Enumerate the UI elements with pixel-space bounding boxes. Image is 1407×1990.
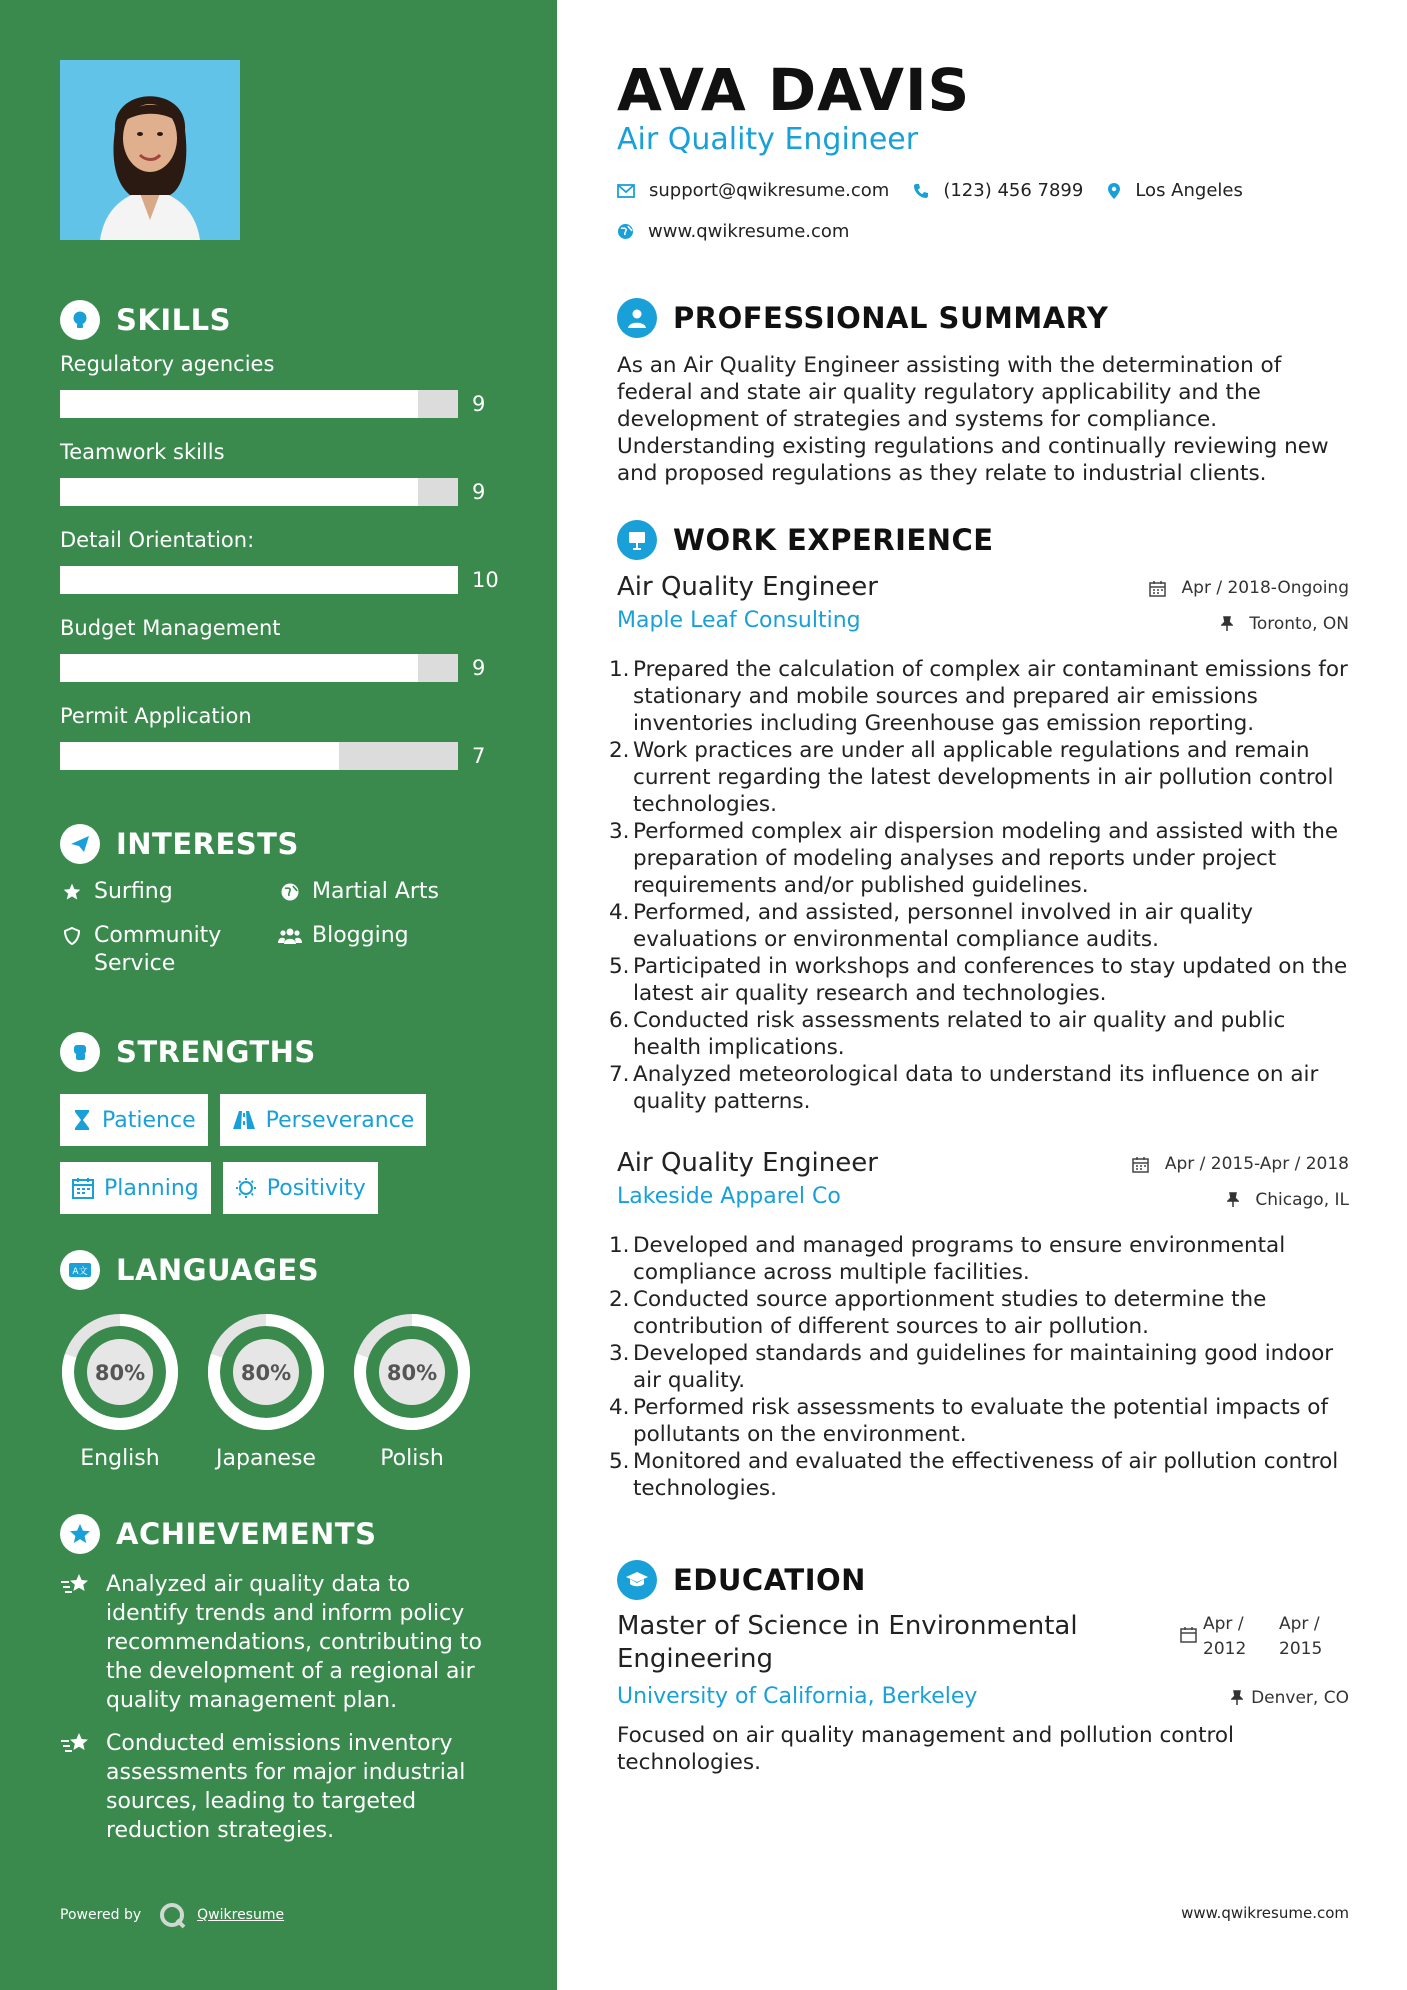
user-icon — [617, 298, 657, 338]
achievement-text: Analyzed air quality data to identify trends and inform policy recommendations, contributing to the development of a regional air quality management plan. — [106, 1572, 482, 1713]
skill-bar-fill — [60, 654, 418, 682]
envelope-icon — [617, 184, 635, 198]
job-bullet-number: 2. — [609, 738, 630, 763]
sidebar — [0, 0, 557, 1990]
languages-heading: A文 LANGUAGES — [60, 1248, 500, 1292]
contact-row — [617, 180, 1267, 201]
job-title: Air Quality Engineer — [617, 1148, 878, 1178]
road-icon — [232, 1110, 256, 1130]
job-bullet-number: 7. — [609, 1062, 630, 1087]
education-location: Denver, CO — [1231, 1688, 1349, 1708]
job-bullet-text: Conducted risk assessments related to air quality and public health implications. — [633, 1008, 1286, 1060]
skill-name: Regulatory agencies — [60, 352, 275, 376]
shooting-star-icon — [60, 1570, 94, 1602]
pushpin-icon — [1227, 1192, 1247, 1208]
job-bullet-number: 3. — [609, 1341, 630, 1366]
job-bullet — [609, 1340, 1349, 1394]
skill-bar — [60, 742, 458, 770]
language-name: English — [80, 1446, 160, 1471]
skill-item — [60, 524, 500, 612]
strength-pill — [223, 1162, 378, 1214]
education-description: Focused on air quality management and pollution control technologies. — [617, 1723, 1234, 1775]
job-title: Air Quality Engineer — [617, 572, 878, 602]
graduation-cap-icon — [617, 1560, 657, 1600]
skill-bar-fill — [60, 478, 418, 506]
skills-heading: SKILLS — [60, 298, 500, 342]
map-pin-icon — [1107, 182, 1121, 200]
job-dates — [1132, 1154, 1349, 1174]
skill-name: Teamwork skills — [60, 440, 225, 464]
skill-bar — [60, 566, 458, 594]
language-progress-ring — [206, 1312, 326, 1432]
education-degree: Master of Science in Environmental Engineering — [617, 1611, 1078, 1674]
skills-list — [60, 348, 500, 788]
job-bullet-number: 1. — [609, 657, 630, 682]
strength-pill — [220, 1094, 427, 1146]
interest-item — [60, 922, 278, 978]
achievement-item — [60, 1729, 500, 1845]
skill-item — [60, 436, 500, 524]
skill-item — [60, 348, 500, 436]
job-bullet-number: 3. — [609, 819, 630, 844]
paper-plane-icon — [60, 824, 100, 864]
pushpin-icon — [1221, 616, 1241, 632]
summary-text: As an Air Quality Engineer assisting with the determination of federal and state air quality regulatory applicability and the development of strategies and systems for compliance. Understanding existing regulations and continually reviewing new and proposed regulations as they relate to industrial clients. — [617, 353, 1329, 486]
skill-bar-fill — [60, 566, 458, 594]
summary-heading: PROFESSIONAL SUMMARY — [617, 298, 1108, 338]
pushpin-icon — [1231, 1690, 1243, 1706]
strengths-heading: STRENGTHS — [60, 1030, 500, 1074]
education-heading: EDUCATION — [617, 1560, 866, 1600]
job-company: Lakeside Apparel Co — [617, 1184, 841, 1209]
hourglass-icon — [72, 1109, 92, 1131]
job-bullet-number: 4. — [609, 900, 630, 925]
powered-by-label: Powered by — [60, 1907, 142, 1923]
skill-bar-fill — [60, 742, 339, 770]
language-name: Polish — [380, 1446, 444, 1471]
contact-email[interactable]: support@qwikresume.com — [617, 180, 889, 201]
job-bullet-text: Developed and managed programs to ensure environmental compliance across multiple facilities. — [633, 1233, 1286, 1285]
strengths-section — [60, 1030, 500, 1214]
profile-photo — [60, 60, 240, 240]
language-name: Japanese — [216, 1446, 316, 1471]
language-item — [206, 1312, 326, 1471]
calendar-icon — [72, 1177, 94, 1199]
skill-item — [60, 700, 500, 788]
job-location-text: Chicago, IL — [1255, 1190, 1349, 1210]
skills-section — [60, 298, 500, 788]
candidate-name: AVA DAVIS — [617, 56, 971, 124]
skill-value: 9 — [472, 480, 486, 504]
interest-item — [278, 922, 488, 978]
interest-label: Community Service — [94, 923, 222, 976]
language-progress-ring — [352, 1312, 472, 1432]
job-bullet-number: 1. — [609, 1233, 630, 1258]
svg-text:A文: A文 — [72, 1267, 88, 1277]
job-bullet — [609, 1448, 1349, 1502]
job-bullets — [609, 1232, 1349, 1502]
job-bullet-text: Conducted source apportionment studies to determine the contribution of different sources to air pollution. — [633, 1287, 1267, 1339]
languages-section — [60, 1248, 500, 1471]
skill-name: Budget Management — [60, 616, 281, 640]
globe-icon — [278, 878, 302, 906]
job-bullet-number: 5. — [609, 954, 630, 979]
education-school: University of California, Berkeley — [617, 1684, 978, 1709]
achievements-heading: ACHIEVEMENTS — [60, 1512, 500, 1556]
language-item — [352, 1312, 472, 1471]
interest-item — [60, 878, 278, 906]
job-company: Maple Leaf Consulting — [617, 608, 861, 633]
job-bullet-text: Analyzed meteorological data to understand its influence on air quality patterns. — [633, 1062, 1319, 1114]
skill-bar — [60, 654, 458, 682]
job-bullet — [609, 953, 1349, 1007]
strength-label: Patience — [102, 1107, 196, 1133]
contact-row-2 — [617, 221, 873, 242]
job-bullet-number: 4. — [609, 1395, 630, 1420]
job-company-row — [617, 608, 1349, 644]
skill-value: 7 — [472, 744, 486, 768]
language-percent: 80% — [94, 1361, 146, 1385]
contact-website[interactable]: www.qwikresume.com — [617, 221, 849, 242]
job-location — [1227, 1190, 1349, 1210]
achievement-text: Conducted emissions inventory assessments for major industrial sources, leading to targeted reduction strategies. — [106, 1731, 466, 1843]
language-percent: 80% — [240, 1361, 292, 1385]
job-title-row — [617, 572, 1349, 608]
job-bullet-number: 6. — [609, 1008, 630, 1033]
strength-pill — [60, 1094, 208, 1146]
job-bullet — [609, 818, 1349, 899]
job-bullet-text: Developed standards and guidelines for maintaining good indoor air quality. — [633, 1341, 1334, 1393]
job-entry — [609, 572, 1349, 1115]
job-bullet — [609, 1061, 1349, 1115]
job-bullet-text: Performed risk assessments to evaluate the potential impacts of pollutants on the environment. — [633, 1395, 1329, 1447]
job-location — [1221, 614, 1349, 634]
education-start: Apr / 2012 — [1203, 1614, 1247, 1659]
education-dates — [1180, 1612, 1349, 1662]
job-location-text: Toronto, ON — [1249, 614, 1349, 634]
language-percent: 80% — [386, 1361, 438, 1385]
job-dates-text: Apr / 2015-Apr / 2018 — [1164, 1154, 1349, 1174]
strengths-list — [60, 1094, 500, 1214]
powered-by-brand-link[interactable]: Qwikresume — [197, 1907, 285, 1923]
job-bullet-text: Prepared the calculation of complex air contaminant emissions for stationary and mobile sources and prepared air emissions inventories including Greenhouse gas emission reporting. — [633, 657, 1348, 736]
skill-bar-fill — [60, 390, 418, 418]
strength-pill — [60, 1162, 211, 1214]
skill-item — [60, 612, 500, 700]
presentation-icon — [617, 520, 657, 560]
achievement-item — [60, 1570, 500, 1715]
calendar-icon — [1149, 580, 1174, 597]
languages-list — [60, 1312, 500, 1471]
globe-icon — [617, 223, 634, 240]
language-item — [60, 1312, 180, 1471]
star-badge-icon — [60, 1514, 100, 1554]
achievements-section — [60, 1512, 500, 1845]
candidate-role: Air Quality Engineer — [617, 122, 919, 157]
interest-item — [278, 878, 488, 906]
job-dates — [1149, 578, 1349, 598]
skill-name: Detail Orientation: — [60, 528, 255, 552]
skill-value: 9 — [472, 392, 486, 416]
job-dates-text: Apr / 2018-Ongoing — [1181, 578, 1349, 598]
job-entry — [609, 1148, 1349, 1502]
group-icon — [278, 922, 302, 950]
achievements-list — [60, 1570, 500, 1845]
strength-label: Planning — [104, 1175, 199, 1201]
job-bullet — [609, 1286, 1349, 1340]
job-bullet — [609, 1232, 1349, 1286]
qwikresume-logo-icon — [157, 1900, 187, 1930]
job-company-row — [617, 1184, 1349, 1220]
footer-url[interactable]: www.qwikresume.com — [1181, 1904, 1349, 1922]
skill-name: Permit Application — [60, 704, 252, 728]
lightbulb-icon — [60, 300, 100, 340]
language-progress-ring — [60, 1312, 180, 1432]
skill-value: 10 — [472, 568, 499, 592]
sun-icon — [235, 1177, 257, 1199]
job-bullet-text: Performed, and assisted, personnel involved in air quality evaluations or environmental compliance audits. — [633, 900, 1253, 952]
interests-section — [60, 822, 500, 978]
calendar-icon — [1132, 1156, 1157, 1173]
interest-label: Surfing — [94, 879, 173, 904]
contact-phone[interactable]: (123) 456 7899 — [913, 180, 1083, 201]
job-bullet — [609, 899, 1349, 953]
job-title-row — [617, 1148, 1349, 1184]
shooting-star-icon — [60, 1729, 94, 1761]
work-heading: WORK EXPERIENCE — [617, 520, 994, 560]
interest-label: Blogging — [312, 923, 409, 948]
interests-list — [60, 878, 500, 978]
powered-by — [60, 1900, 284, 1930]
job-bullet-number: 2. — [609, 1287, 630, 1312]
interest-label: Martial Arts — [312, 879, 440, 904]
job-bullet — [609, 737, 1349, 818]
skill-bar — [60, 478, 458, 506]
job-bullet-text: Participated in workshops and conferences to stay updated on the latest air quality research and technologies. — [633, 954, 1348, 1006]
language-icon — [60, 1250, 100, 1290]
job-bullet-text: Monitored and evaluated the effectiveness of air pollution control technologies. — [633, 1449, 1339, 1501]
fist-icon — [60, 1032, 100, 1072]
job-bullet-text: Work practices are under all applicable regulations and remain current regarding the latest developments in air pollution control technologies. — [633, 738, 1334, 817]
job-bullet — [609, 1007, 1349, 1061]
calendar-icon — [1180, 1626, 1197, 1643]
star-icon — [60, 878, 84, 906]
skill-bar — [60, 390, 458, 418]
job-bullet-number: 5. — [609, 1449, 630, 1474]
shield-icon — [60, 922, 84, 950]
strength-label: Positivity — [266, 1175, 366, 1201]
education-end: Apr / 2015 — [1279, 1614, 1323, 1659]
interests-heading: INTERESTS — [60, 822, 500, 866]
job-bullets — [609, 656, 1349, 1115]
job-bullet — [609, 656, 1349, 737]
job-bullet — [609, 1394, 1349, 1448]
contact-location: Los Angeles — [1107, 180, 1243, 201]
strength-label: Perseverance — [265, 1107, 415, 1133]
job-bullet-text: Performed complex air dispersion modeling and assisted with the preparation of modeling analyses and reports under project requirements and/or published guidelines. — [633, 819, 1339, 898]
phone-icon — [913, 183, 929, 199]
skill-value: 9 — [472, 656, 486, 680]
